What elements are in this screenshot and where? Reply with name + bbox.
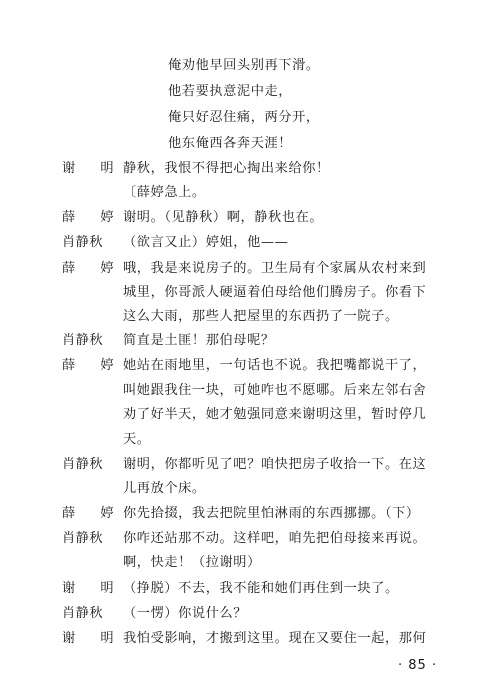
dialogue-line: 啊，快走！（拉谢明）: [123, 555, 261, 570]
speaker-name: 薛 婷: [62, 261, 120, 276]
dialogue-line: 谢明。（见静秋）啊，静秋也在。: [123, 210, 324, 225]
verse-line: 他若要执意泥中走，: [168, 84, 293, 99]
dialogue-line: 儿再放个床。: [123, 481, 206, 496]
dialogue-line: 静秋，我恨不得把心掏出来给你！: [123, 161, 330, 176]
dialogue-line: 天。: [123, 432, 151, 447]
verse-line: 他东俺西各奔天涯！: [168, 136, 293, 151]
speaker-name: 肖静秋: [62, 606, 104, 621]
dialogue-line: （欲言又止）婷姐，他——: [123, 235, 289, 250]
speaker-name: 薛 婷: [62, 210, 120, 225]
dialogue-line: 城里，你哥派人硬逼着伯母给他们腾房子。你看下: [123, 285, 427, 300]
dialogue-line: 你咋还站那不动。这样吧，咱先把伯母接来再说。: [123, 531, 427, 546]
dialogue-line: 这么大雨，那些人把屋里的东西扔了一院子。: [123, 309, 399, 324]
speaker-name: 谢 明: [62, 161, 120, 176]
dialogue-line: 她站在雨地里，一句话也不说。我把嘴都说干了，: [123, 358, 427, 373]
speaker-name: 薛 婷: [62, 358, 120, 373]
speaker-name: 肖静秋: [62, 235, 104, 250]
speaker-name: 薛 婷: [62, 506, 120, 521]
stage-direction: 〔薛婷急上。: [123, 185, 206, 200]
speaker-name: 肖静秋: [62, 333, 104, 348]
dialogue-line: 劝了好半天，她才勉强同意来谢明这里，暂时停几: [123, 407, 427, 422]
page-number: · 85 ·: [398, 658, 438, 673]
dialogue-line: 谢明，你都听见了吧？咱快把房子收拾一下。在这: [123, 457, 427, 472]
dialogue-line: 哦，我是来说房子的。卫生局有个家属从农村来到: [123, 261, 427, 276]
verse-line: 俺只好忍住痛，两分开，: [168, 110, 320, 125]
dialogue-line: 叫她跟我住一块，可她咋也不愿哪。后来左邻右舍: [123, 383, 427, 398]
dialogue-line: 简直是土匪！那伯母呢？: [123, 333, 275, 348]
dialogue-line: （挣脱）不去，我不能和她们再住到一块了。: [123, 581, 399, 596]
speaker-name: 肖静秋: [62, 457, 104, 472]
speaker-name: 谢 明: [62, 631, 120, 646]
dialogue-line: 我怕受影响，才搬到这里。现在又要住一起，那何: [123, 631, 427, 646]
speaker-name: 谢 明: [62, 581, 120, 596]
verse-line: 俺劝他早回头别再下滑。: [168, 58, 320, 73]
dialogue-line: 你先拾掇，我去把院里怕淋雨的东西挪挪。（下）: [123, 506, 420, 521]
dialogue-line: （一愣）你说什么？: [123, 606, 248, 621]
speaker-name: 肖静秋: [62, 531, 104, 546]
